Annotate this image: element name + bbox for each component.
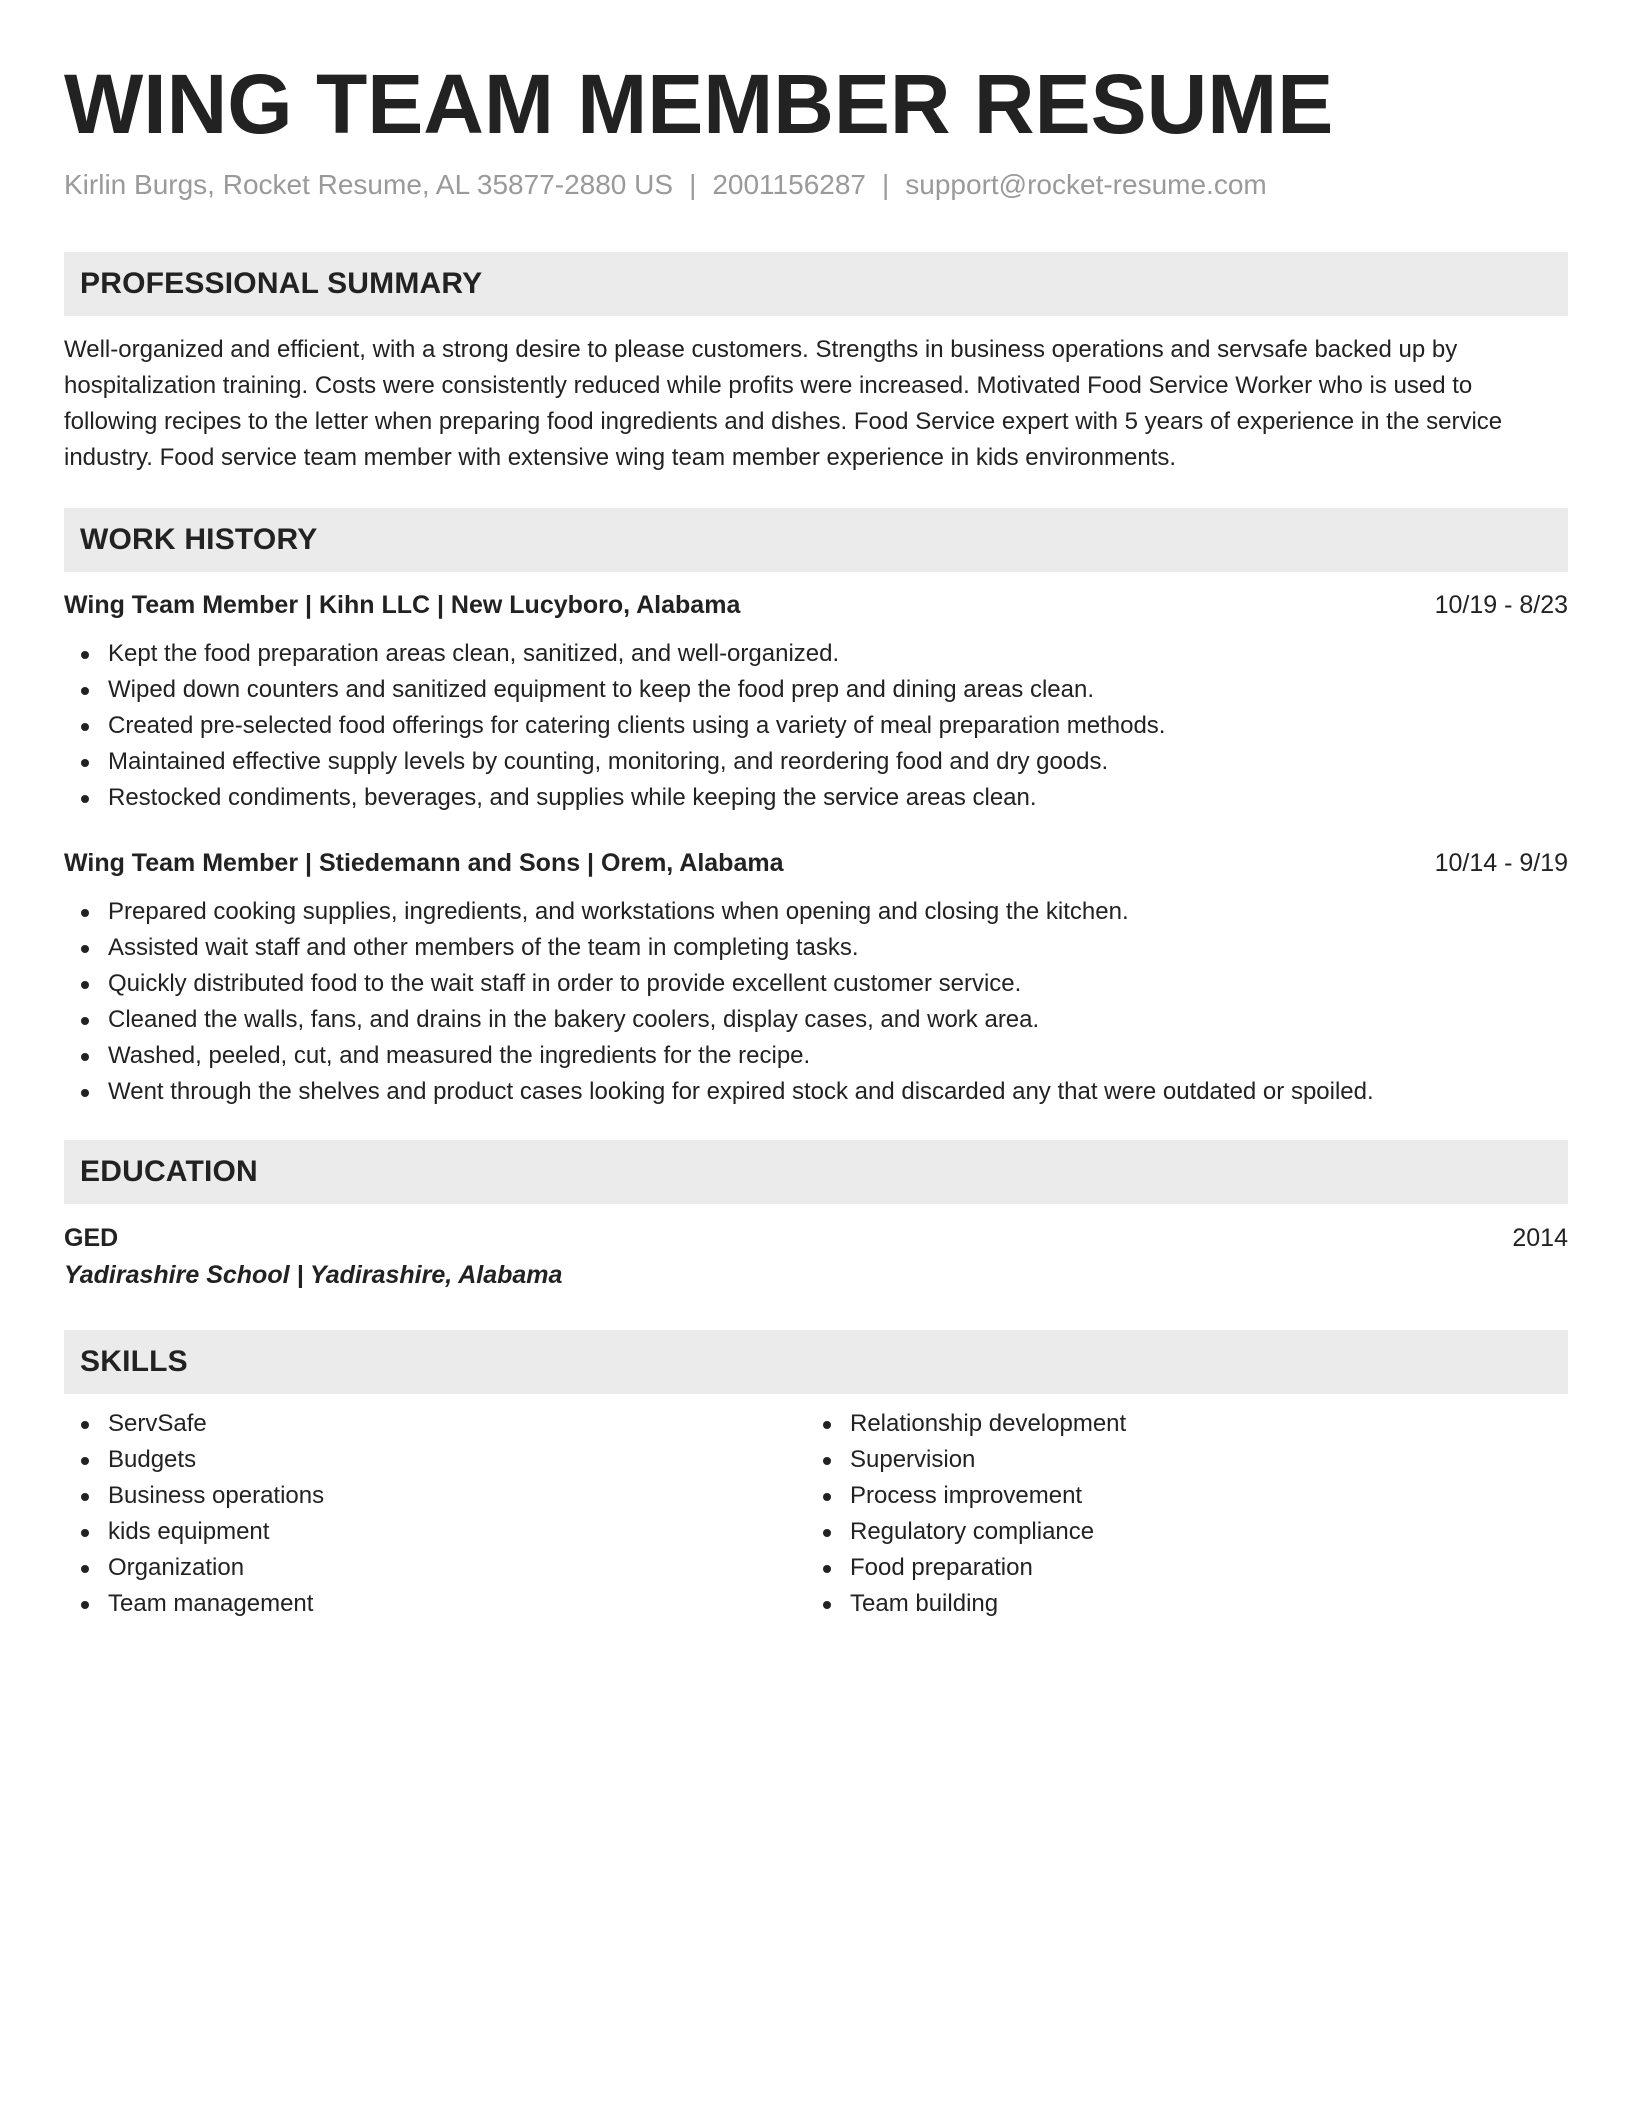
skills-columns: [64, 1406, 1568, 1622]
skill-item: Budgets: [108, 1442, 806, 1478]
skill-item: Team management: [108, 1586, 806, 1622]
job-entry: [64, 846, 1568, 1110]
education-year: 2014: [1512, 1224, 1568, 1252]
job-header: [64, 846, 1568, 880]
job-bullet: Washed, peeled, cut, and measured the ingredients for the recipe.: [108, 1038, 1568, 1074]
resume-page: [64, 56, 1568, 1622]
skills-list: [806, 1406, 1548, 1622]
contact-separator: |: [882, 169, 890, 200]
skill-item: Relationship development: [850, 1406, 1548, 1442]
skill-item: Business operations: [108, 1478, 806, 1514]
contact-email: support@rocket-resume.com: [905, 169, 1267, 200]
job-bullet: Kept the food preparation areas clean, sanitized, and well-organized.: [108, 636, 1568, 672]
skill-item: Regulatory compliance: [850, 1514, 1548, 1550]
resume-title: WING TEAM MEMBER RESUME: [64, 57, 1334, 151]
job-dates: 10/19 - 8/23: [1434, 591, 1568, 619]
skill-item: kids equipment: [108, 1514, 806, 1550]
contact-address: Kirlin Burgs, Rocket Resume, AL 35877-2880 US: [64, 169, 674, 200]
contact-separator: |: [689, 169, 697, 200]
job-bullet: Wiped down counters and sanitized equipment to keep the food prep and dining areas clean.: [108, 672, 1568, 708]
job-bullet: Maintained effective supply levels by counting, monitoring, and reordering food and dry goods.: [108, 744, 1568, 780]
work-history-heading: WORK HISTORY: [64, 508, 1568, 572]
job-bullet: Created pre-selected food offerings for catering clients using a variety of meal preparation methods.: [108, 708, 1568, 744]
skill-item: ServSafe: [108, 1406, 806, 1442]
summary-text: Well-organized and efficient, with a strong desire to please customers. Strengths in business operations and servsafe backed up by hospitalization training. Costs were consistently reduced while profits were increased. Motivated Food Service Worker who is used to following recipes to the letter when preparing food ingredients and dishes. Food Service expert with 5 years of experience in the service industry. Food service team member with extensive wing team member experience in kids environments.: [64, 336, 1503, 471]
skill-item: Supervision: [850, 1442, 1548, 1478]
job-bullet: Went through the shelves and product cases looking for expired stock and discarded any that were outdated or spoiled.: [108, 1074, 1568, 1110]
job-title-line: Wing Team Member | Kihn LLC | New Lucyboro, Alabama: [64, 591, 741, 619]
job-bullet-list: [64, 636, 1568, 816]
job-bullet: Restocked condiments, beverages, and supplies while keeping the service areas clean.: [108, 780, 1568, 816]
job-bullet-list: [64, 894, 1568, 1110]
education-header: [64, 1220, 1568, 1256]
education-entry: [64, 1220, 1568, 1294]
job-title-line: Wing Team Member | Stiedemann and Sons | Orem, Alabama: [64, 849, 784, 877]
skill-item: Food preparation: [850, 1550, 1548, 1586]
job-bullet: Assisted wait staff and other members of the team in completing tasks.: [108, 930, 1568, 966]
skills-column-left: [64, 1406, 806, 1622]
skill-item: Team building: [850, 1586, 1548, 1622]
skill-item: Process improvement: [850, 1478, 1548, 1514]
skills-heading: SKILLS: [64, 1330, 1568, 1394]
job-header: [64, 588, 1568, 622]
skills-list: [64, 1406, 806, 1622]
education-school: Yadirashire School | Yadirashire, Alabama: [64, 1261, 563, 1289]
skill-item: Organization: [108, 1550, 806, 1586]
job-bullet: Cleaned the walls, fans, and drains in the bakery coolers, display cases, and work area.: [108, 1002, 1568, 1038]
education-degree: GED: [64, 1224, 119, 1252]
contact-line: [64, 168, 1568, 202]
summary-heading: PROFESSIONAL SUMMARY: [64, 252, 1568, 316]
job-bullet: Prepared cooking supplies, ingredients, and workstations when opening and closing the kitchen.: [108, 894, 1568, 930]
job-entry: [64, 588, 1568, 816]
skills-column-right: [806, 1406, 1548, 1622]
job-bullet: Quickly distributed food to the wait staff in order to provide excellent customer service.: [108, 966, 1568, 1002]
contact-phone: 2001156287: [712, 169, 866, 200]
education-heading: EDUCATION: [64, 1140, 1568, 1204]
job-dates: 10/14 - 9/19: [1434, 849, 1568, 877]
